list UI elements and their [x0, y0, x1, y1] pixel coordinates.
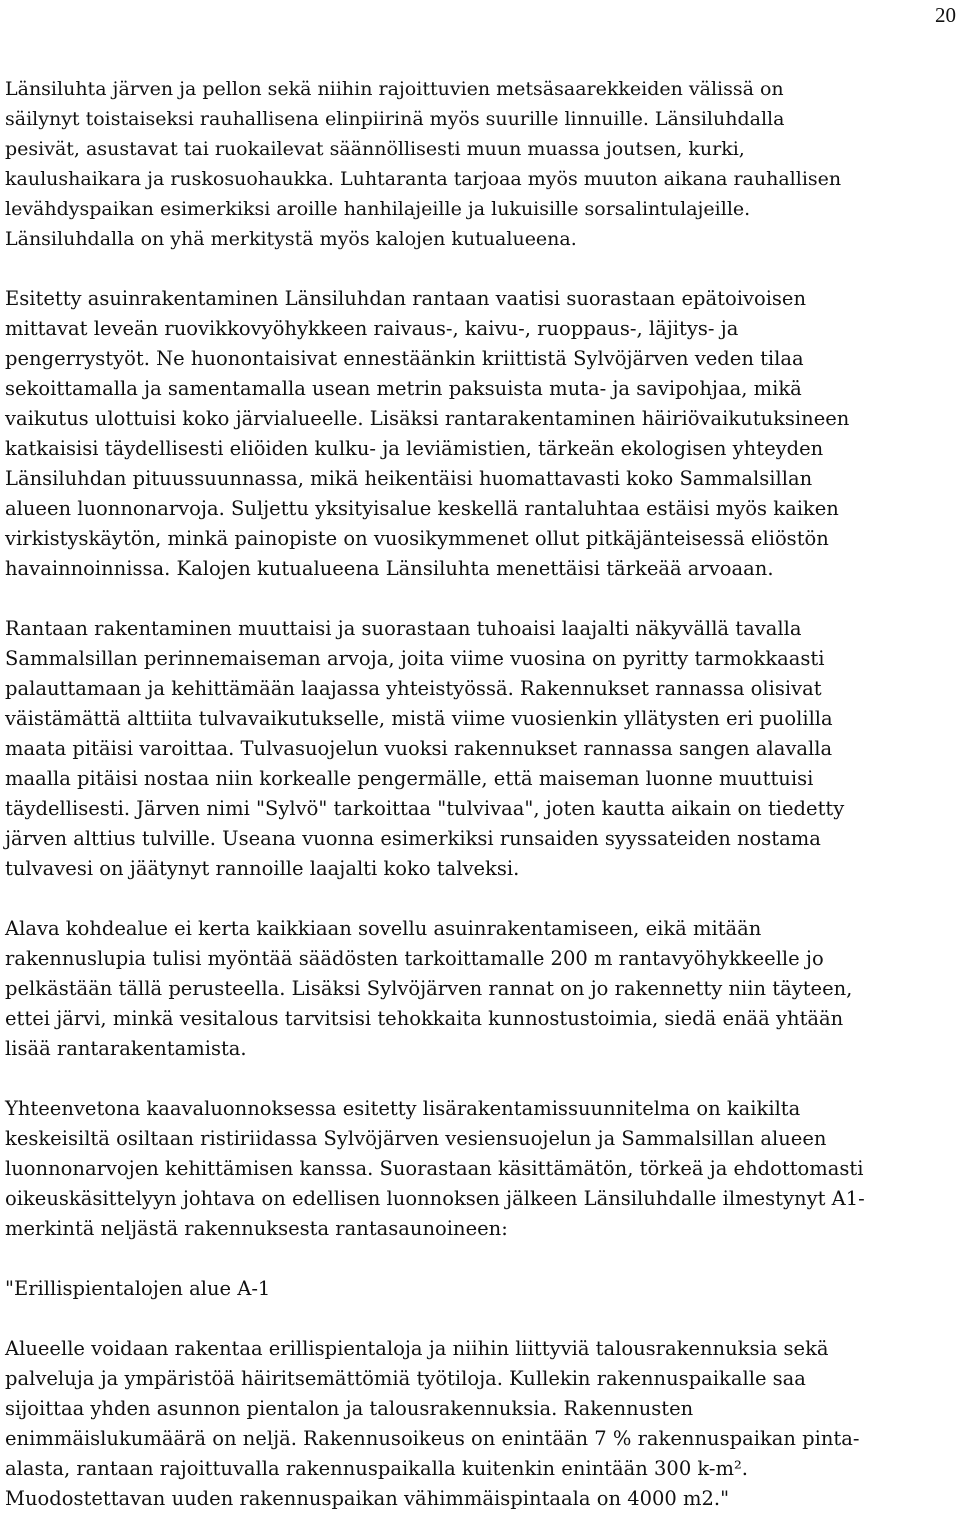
text-line: pesivät, asustavat tai ruokailevat säännöllisesti muun muassa joutsen, kurki, — [5, 138, 745, 160]
text-line: katkaisisi täydellisesti eliöiden kulku- ja leviämistien, tärkeän ekologisen yhteyden — [5, 437, 824, 460]
text-line: levähdyspaikan esimerkiksi aroille hanhilajeille ja lukuisille sorsalintulajeille. — [5, 198, 751, 220]
text-line: merkintä neljästä rakennuksesta rantasaunoineen: — [5, 1217, 508, 1240]
text-line: ettei järvi, minkä vesitalous tarvitsisi tehokkaita kunnostustoimia, siedä enää yhtään — [5, 1007, 844, 1030]
text-line: Länsiluhdalla on yhä merkitystä myös kalojen kutualueena. — [5, 228, 577, 250]
paragraph-bird-habitat — [5, 74, 955, 254]
text-line: "Erillispientalojen alue A-1 — [5, 1277, 271, 1300]
text-line: kaulushaikara ja ruskosuohaukka. Luhtaranta tarjoaa myös muuton aikana rauhallisen — [5, 168, 842, 190]
text-line: sekoittamalla ja samentamalla usean metrin paksuista muta- ja savipohjaa, mikä — [5, 377, 802, 400]
text-line: järven alttius tulville. Useana vuonna esimerkiksi runsaiden syyssateiden nostama — [5, 827, 821, 850]
text-line: Sammalsillan perinnemaiseman arvoja, joita viime vuosina on pyritty tarmokkaasti — [5, 647, 825, 670]
text-line: palveluja ja ympäristöä häiritsemättömiä työtiloja. Kullekin rakennuspaikalle saa — [5, 1367, 806, 1390]
text-line: lisää rantarakentamista. — [5, 1037, 247, 1060]
document-body — [5, 74, 955, 1514]
text-line: tulvavesi on jäätynyt rannoille laajalti koko talveksi. — [5, 857, 520, 880]
text-line: alueen luonnonarvoja. Suljettu yksityisalue keskellä rantaluhtaa estäisi myös kaiken — [5, 497, 839, 520]
text-line: täydellisesti. Järven nimi "Sylvö" tarkoittaa "tulvivaa", joten kautta aikain on tiedetty — [5, 797, 845, 820]
page-number: 20 — [935, 3, 956, 27]
text-line: Esitetty asuinrakentaminen Länsiluhdan rantaan vaatisi suorastaan epätoivoisen — [5, 287, 807, 310]
paragraph-low-area — [5, 914, 955, 1064]
text-line: maalla pitäisi nostaa niin korkealle pengermälle, että maiseman luonne muuttuisi — [5, 767, 814, 790]
quote-body — [5, 1334, 955, 1514]
text-line: sijoittaa yhden asunnon pientalon ja talousrakennuksia. Rakennusten — [5, 1397, 694, 1420]
text-line: Länsiluhta järven ja pellon sekä niihin rajoittuvien metsäsaarekkeiden välissä on — [5, 78, 784, 100]
text-line: keskeisiltä osiltaan ristiriidassa Sylvöjärven vesiensuojelun ja Sammalsillan alueen — [5, 1127, 827, 1150]
paragraph-summary — [5, 1094, 955, 1244]
text-line: virkistyskäytön, minkä painopiste on vuosikymmenet ollut pitkäjänteisessä eliöstön — [5, 527, 829, 550]
text-line: enimmäislukumäärä on neljä. Rakennusoikeus on enintään 7 % rakennuspaikan pinta- — [5, 1427, 860, 1450]
paragraph-landscape-flooding — [5, 614, 955, 884]
text-line: vaikutus ulottuisi koko järvialueelle. Lisäksi rantarakentaminen häiriövaikutuksineen — [5, 407, 850, 430]
quote-heading — [5, 1274, 955, 1304]
text-line: Länsiluhdan pituussuunnassa, mikä heikentäisi huomattavasti koko Sammalsillan — [5, 467, 813, 490]
text-line: luonnonarvojen kehittämisen kanssa. Suorastaan käsittämätön, törkeä ja ehdottomasti — [5, 1157, 864, 1180]
text-line: alasta, rantaan rajoittuvalla rakennuspaikalla kuitenkin enintään 300 k-m². — [5, 1457, 748, 1480]
text-line: pengerrystyöt. Ne huonontaisivat ennestäänkin kriittistä Sylvöjärven veden tilaa — [5, 347, 804, 370]
text-line: oikeuskäsittelyyn johtava on edellisen luonnoksen jälkeen Länsiluhdalle ilmestynyt A1- — [5, 1187, 865, 1210]
text-line: Rantaan rakentaminen muuttaisi ja suorastaan tuhoaisi laajalti näkyvällä tavalla — [5, 617, 802, 640]
text-line: Yhteenvetona kaavaluonnoksessa esitetty lisärakentamissuunnitelma on kaikilta — [5, 1097, 801, 1120]
text-line: palauttamaan ja kehittämään laajassa yhteistyössä. Rakennukset rannassa olisivat — [5, 677, 822, 700]
text-line: säilynyt toistaiseksi rauhallisena elinpiirinä myös suurille linnuille. Länsiluhdalla — [5, 108, 785, 130]
text-line: mittavat leveän ruovikkovyöhykkeen raivaus-, kaivu-, ruoppaus-, läjitys- ja — [5, 317, 739, 340]
text-line: Alava kohdealue ei kerta kaikkiaan sovellu asuinrakentamiseen, eikä mitään — [5, 917, 762, 940]
text-line: maata pitäisi varoittaa. Tulvasuojelun vuoksi rakennukset rannassa sangen alavalla — [5, 737, 833, 760]
text-line: rakennuslupia tulisi myöntää säädösten tarkoittamalle 200 m rantavyöhykkeelle jo — [5, 947, 824, 970]
text-line: pelkästään tällä perusteella. Lisäksi Sylvöjärven rannat on jo rakennetty niin täyteen, — [5, 977, 853, 1000]
text-line: väistämättä alttiita tulvavaikutukselle, mistä viime vuosienkin yllätysten eri puolilla — [5, 707, 833, 730]
paragraph-construction-impacts — [5, 284, 955, 584]
text-line: Alueelle voidaan rakentaa erillispientaloja ja niihin liittyviä talousrakennuksia sekä — [5, 1337, 829, 1360]
text-line: havainnoinnissa. Kalojen kutualueena Länsiluhta menettäisi tärkeää arvoaan. — [5, 557, 774, 580]
text-line: Muodostettavan uuden rakennuspaikan vähimmäispintaala on 4000 m2." — [5, 1487, 730, 1510]
